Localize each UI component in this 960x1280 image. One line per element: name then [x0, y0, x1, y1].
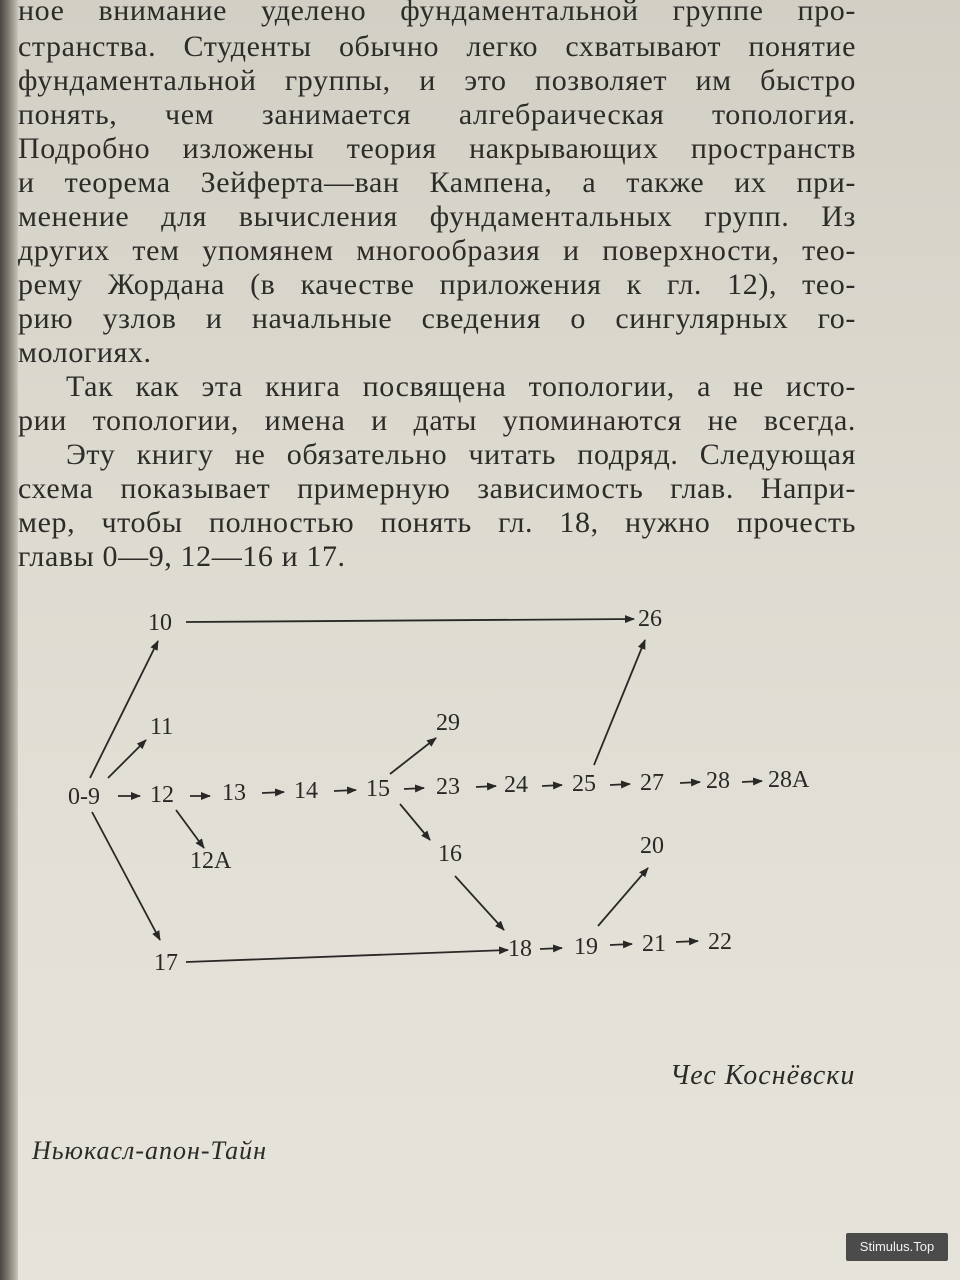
arrow — [542, 785, 562, 786]
node-26: 26 — [638, 606, 662, 632]
node-20: 20 — [640, 833, 664, 859]
node-22: 22 — [708, 929, 732, 955]
node-29: 29 — [436, 710, 460, 736]
arrow — [540, 948, 562, 949]
text-line: странства. Студенты обычно легко схватывают понятие — [18, 30, 856, 63]
text-line: фундаментальной группы, и это позволяет им быстро — [18, 64, 856, 97]
arrow — [476, 786, 496, 787]
text-line: мер, чтобы полностью понять гл. 18, нужно прочесть — [18, 506, 856, 539]
arrow — [108, 740, 146, 778]
watermark-badge: Stimulus.Top — [846, 1233, 948, 1261]
text-line: Подробно изложены теория накрывающих пространств — [18, 132, 856, 165]
node-18: 18 — [508, 936, 532, 962]
node-28: 28 — [706, 768, 730, 794]
node-25: 25 — [572, 771, 596, 797]
node-17: 17 — [154, 950, 178, 976]
text-line: мологиях. — [18, 336, 152, 369]
arrow — [390, 738, 436, 774]
text-line: и теорема Зейферта—ван Кампена, а также их при- — [18, 166, 856, 199]
arrow — [742, 781, 762, 782]
arrow — [598, 868, 648, 926]
arrow — [610, 944, 632, 945]
node-27: 27 — [640, 770, 664, 796]
node-10: 10 — [148, 610, 172, 636]
node-28a: 28A — [768, 767, 810, 793]
arrow — [594, 640, 645, 765]
arrow — [334, 790, 356, 791]
node-15: 15 — [366, 776, 390, 802]
arrow — [680, 782, 700, 783]
arrow — [455, 876, 504, 930]
arrow — [404, 788, 424, 789]
text-line: менение для вычисления фундаментальных групп. Из — [18, 200, 856, 233]
text-line: схема показывает примерную зависимость глав. Напри- — [18, 472, 856, 505]
node-24: 24 — [504, 772, 528, 798]
arrow — [186, 950, 508, 962]
text-line: главы 0—9, 12—16 и 17. — [18, 540, 346, 573]
text-line: ное внимание уделено фундаментальной группе про- — [18, 0, 856, 27]
text-line: Так как эта книга посвящена топологии, а не исто- — [66, 370, 856, 403]
text-line: Эту книгу не обязательно читать подряд. Следующая — [66, 438, 856, 471]
text-line: других тем упомянем многообразия и поверхности, тео- — [18, 234, 856, 267]
arrow — [262, 792, 284, 793]
node-16: 16 — [438, 841, 462, 867]
author-signature: Чес Коснёвски — [670, 1060, 856, 1091]
arrow — [610, 784, 630, 785]
place-name: Ньюкасл-апон-Тайн — [32, 1136, 267, 1165]
arrow — [400, 804, 430, 840]
node-11: 11 — [150, 714, 174, 740]
text-line: рии топологии, имена и даты упоминаются не всегда. — [18, 404, 856, 437]
node-21: 21 — [642, 931, 666, 957]
node-23: 23 — [436, 774, 460, 800]
arrow — [92, 812, 160, 940]
arrow — [176, 810, 204, 848]
arrow — [186, 619, 634, 622]
node-13: 13 — [222, 780, 246, 806]
text-line: понять, чем занимается алгебраическая топология. — [18, 98, 856, 131]
arrow — [676, 941, 698, 942]
arrow — [90, 641, 158, 778]
node-14: 14 — [294, 778, 318, 804]
node-12a: 12A — [190, 848, 232, 874]
text-line: рему Жордана (в качестве приложения к гл. 12), тео- — [18, 268, 856, 301]
node-12: 12 — [150, 782, 174, 808]
text-line: рию узлов и начальные сведения о сингулярных го- — [18, 302, 856, 335]
node-0-9: 0-9 — [68, 784, 100, 810]
node-19: 19 — [574, 934, 598, 960]
